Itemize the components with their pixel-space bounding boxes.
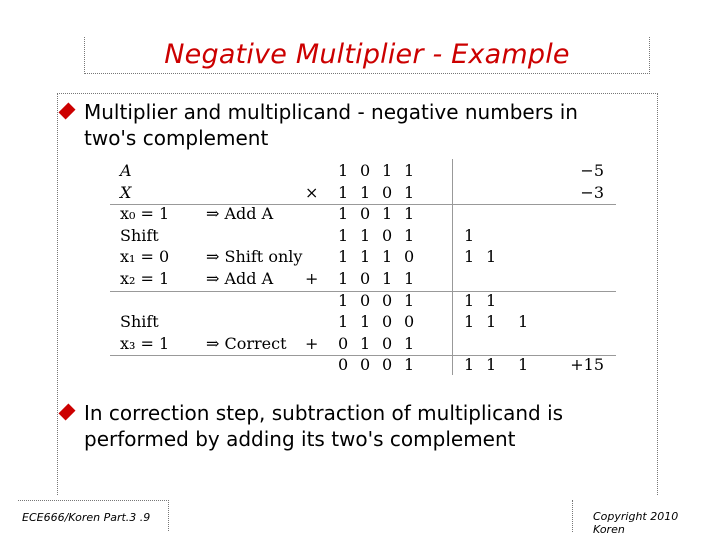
diamond-bullet-icon bbox=[59, 404, 76, 421]
diamond-bullet-icon bbox=[59, 103, 76, 120]
bit-cell: 0 bbox=[338, 333, 349, 353]
extension-bit-cell: 1 bbox=[486, 355, 497, 375]
row-label: A bbox=[120, 161, 132, 180]
table-rule bbox=[110, 355, 616, 356]
extension-bit-cell: 1 bbox=[486, 247, 497, 267]
bit-cell: 0 bbox=[382, 312, 393, 332]
row-label: X bbox=[120, 182, 132, 202]
row-operation: ⇒ Shift only bbox=[206, 247, 303, 267]
table-divider bbox=[452, 159, 453, 375]
bit-cell: 0 bbox=[360, 355, 371, 375]
extension-bit-cell: 1 bbox=[464, 247, 475, 267]
row-sign: + bbox=[305, 269, 319, 288]
bit-cell: 1 bbox=[338, 161, 349, 180]
row-label: Shift bbox=[120, 312, 159, 332]
row-operation: ⇒ Correct bbox=[206, 333, 287, 353]
row-operation: ⇒ Add A bbox=[206, 204, 274, 224]
multiplication-table bbox=[110, 159, 616, 375]
bit-cell: 1 bbox=[338, 247, 349, 267]
bit-cell: 0 bbox=[382, 182, 393, 202]
bullet-2-line-1: In correction step, subtraction of multiplicand is bbox=[84, 401, 564, 425]
extension-bit-cell: 1 bbox=[464, 355, 475, 375]
table-rule bbox=[110, 291, 616, 292]
bullet-1-line-1: Multiplier and multiplicand - negative numbers in bbox=[84, 100, 578, 124]
title-frame bbox=[84, 37, 650, 74]
bit-cell: 0 bbox=[382, 225, 393, 245]
row-label: x₁ = 0 bbox=[120, 247, 170, 267]
bit-cell: 1 bbox=[404, 225, 415, 245]
table-rule bbox=[110, 204, 616, 205]
bit-cell: 1 bbox=[360, 225, 371, 245]
bit-cell: 1 bbox=[360, 333, 371, 353]
bit-cell: 0 bbox=[382, 333, 393, 353]
bit-cell: 1 bbox=[404, 355, 415, 375]
course-label: ECE666/Koren Part.3 .9 bbox=[22, 511, 151, 524]
bit-cell: 0 bbox=[382, 290, 393, 310]
decimal-value: −3 bbox=[580, 182, 604, 202]
bullet-2-line-2: performed by adding its two's complement bbox=[84, 427, 516, 451]
decimal-value: +15 bbox=[570, 355, 604, 375]
bit-cell: 1 bbox=[360, 247, 371, 267]
slide-title: Negative Multiplier - Example bbox=[164, 39, 570, 70]
bit-cell: 1 bbox=[404, 161, 415, 180]
bullet-1-line-2: two's complement bbox=[84, 126, 269, 150]
decimal-value: −5 bbox=[580, 161, 604, 180]
bit-cell: 1 bbox=[404, 182, 415, 202]
bit-cell: 0 bbox=[382, 355, 393, 375]
row-operation: ⇒ Add A bbox=[206, 269, 274, 288]
bit-cell: 1 bbox=[404, 204, 415, 224]
bit-cell: 1 bbox=[404, 333, 415, 353]
bit-cell: 1 bbox=[382, 247, 393, 267]
extension-bit-cell: 1 bbox=[486, 290, 497, 310]
extension-bit-cell: 1 bbox=[518, 355, 529, 375]
bullet-1 bbox=[62, 99, 662, 151]
row-sign: × bbox=[305, 182, 319, 202]
bit-cell: 1 bbox=[382, 204, 393, 224]
row-label: Shift bbox=[120, 225, 159, 245]
bit-cell: 1 bbox=[382, 269, 393, 288]
bit-cell: 0 bbox=[338, 355, 349, 375]
bit-cell: 1 bbox=[404, 290, 415, 310]
bit-cell: 1 bbox=[338, 290, 349, 310]
row-label: x₀ = 1 bbox=[120, 204, 170, 224]
bit-cell: 0 bbox=[404, 247, 415, 267]
bit-cell: 1 bbox=[338, 225, 349, 245]
bit-cell: 1 bbox=[338, 204, 349, 224]
extension-bit-cell: 1 bbox=[518, 312, 529, 332]
footer-left bbox=[18, 500, 169, 531]
bit-cell: 1 bbox=[382, 161, 393, 180]
extension-bit-cell: 1 bbox=[464, 312, 475, 332]
footer-right bbox=[572, 500, 709, 536]
bit-cell: 1 bbox=[360, 182, 371, 202]
extension-bit-cell: 1 bbox=[486, 312, 497, 332]
bit-cell: 0 bbox=[360, 204, 371, 224]
row-label: x₃ = 1 bbox=[120, 333, 170, 353]
bit-cell: 0 bbox=[360, 269, 371, 288]
extension-bit-cell: 1 bbox=[464, 225, 475, 245]
bit-cell: 0 bbox=[360, 290, 371, 310]
bit-cell: 1 bbox=[338, 312, 349, 332]
copyright-label: Copyright 2010 Koren bbox=[593, 510, 679, 536]
bit-cell: 1 bbox=[338, 269, 349, 288]
bullet-2 bbox=[62, 400, 662, 452]
row-label: x₂ = 1 bbox=[120, 269, 170, 288]
row-sign: + bbox=[305, 333, 319, 353]
bit-cell: 1 bbox=[360, 312, 371, 332]
bit-cell: 1 bbox=[338, 182, 349, 202]
bit-cell: 1 bbox=[404, 269, 415, 288]
extension-bit-cell: 1 bbox=[464, 290, 475, 310]
bit-cell: 0 bbox=[360, 161, 371, 180]
bit-cell: 0 bbox=[404, 312, 415, 332]
